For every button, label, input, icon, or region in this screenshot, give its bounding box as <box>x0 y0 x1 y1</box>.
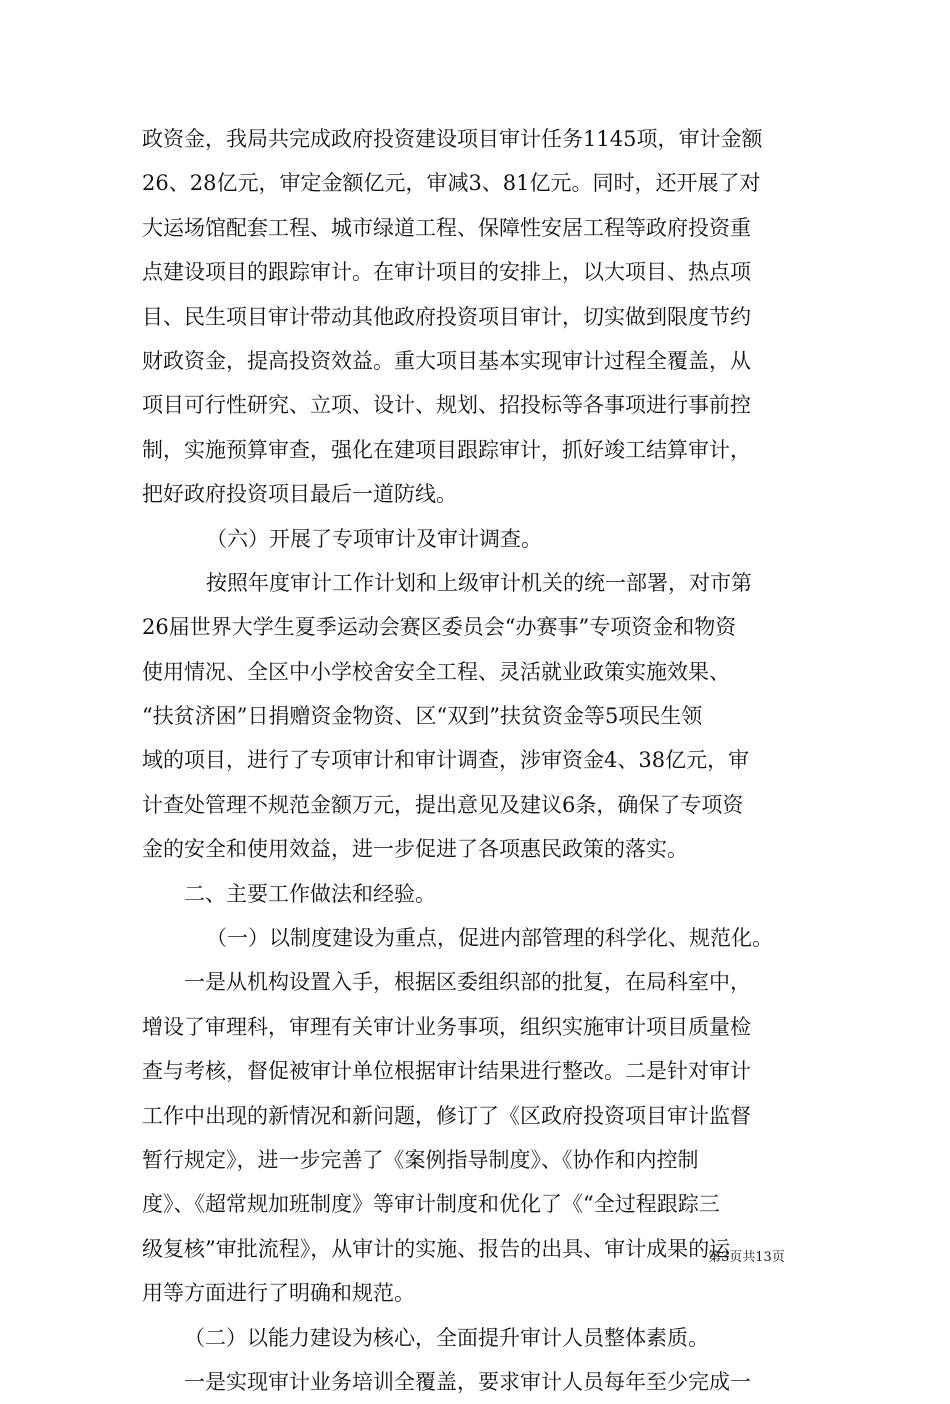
text-line: 项目可行性研究、立项、设计、规划、招投标等各事项进行事前控 <box>142 393 751 418</box>
text-line: 用等方面进行了明确和规范。 <box>142 1281 415 1306</box>
text-line: 暂行规定》，进一步完善了《案例指导制度》、《协作和内控制 <box>142 1147 699 1172</box>
section-heading: （一）以制度建设为重点，促进内部管理的科学化、规范化。 <box>206 926 773 951</box>
paragraph-start-line: 一是实现审计业务培训全覆盖，要求审计人员每年至少完成一 <box>184 1369 751 1394</box>
section-heading: （六）开展了专项审计及审计调查。 <box>206 526 542 551</box>
text-line: 政资金，我局共完成政府投资建设项目审计任务1145项，审计金额 <box>142 127 763 151</box>
text-line: 金的安全和使用效益，进一步促进了各项惠民政策的落实。 <box>142 837 688 862</box>
text-line: 工作中出现的新情况和新问题，修订了《区政府投资项目审计监督 <box>142 1103 751 1128</box>
text-line: 财政资金，提高投资效益。重大项目基本实现审计过程全覆盖，从 <box>142 348 751 373</box>
text-line: 使用情况、全区中小学校舍安全工程、灵活就业政策实施效果、 <box>142 659 730 684</box>
section-heading: （二）以能力建设为核心，全面提升审计人员整体素质。 <box>184 1325 709 1350</box>
text-line: 增设了审理科，审理有关审计业务事项，组织实施审计项目质量检 <box>142 1014 751 1039</box>
text-line: 大运场馆配套工程、城市绿道工程、保障性安居工程等政府投资重 <box>142 215 751 240</box>
text-line: 把好政府投资项目最后一道防线。 <box>142 482 457 507</box>
page-number-footer: 第3页共13页 <box>708 1250 785 1265</box>
document-body <box>142 117 810 1404</box>
text-line: 查与考核，督促被审计单位根据审计结果进行整改。二是针对审计 <box>142 1059 751 1084</box>
paragraph-start-line: 按照年度审计工作计划和上级审计机关的统一部署，对市第 <box>206 570 752 595</box>
text-line: 26、28亿元，审定金额亿元，审减3、81亿元。同时，还开展了对 <box>142 171 761 196</box>
text-line: 26届世界大学生夏季运动会赛区委员会“办赛事”专项资金和物资 <box>142 615 737 640</box>
text-line: 点建设项目的跟踪审计。在审计项目的安排上，以大项目、热点项 <box>142 260 751 285</box>
text-line: 目、民生项目审计带动其他政府投资项目审计，切实做到限度节约 <box>142 304 751 329</box>
text-line: 制，实施预算审查，强化在建项目跟踪审计，抓好竣工结算审计， <box>142 437 751 462</box>
section-heading: 二、主要工作做法和经验。 <box>184 881 436 906</box>
paragraph-start-line: 一是从机构设置入手，根据区委组织部的批复，在局科室中， <box>184 970 751 995</box>
text-line: 计查处管理不规范金额万元，提出意见及建议6条，确保了专项资 <box>142 792 744 817</box>
text-line: 度》、《超常规加班制度》等审计制度和优化了《“全过程跟踪三 <box>142 1192 720 1217</box>
text-line: “扶贫济困”日捐赠资金物资、区“双到”扶贫资金等5项民生领 <box>142 704 703 729</box>
text-line: 级复核”审批流程》，从审计的实施、报告的出具、审计成果的运 <box>142 1236 731 1261</box>
text-line: 域的项目，进行了专项审计和审计调查，涉审资金4、38亿元，审 <box>142 748 750 773</box>
